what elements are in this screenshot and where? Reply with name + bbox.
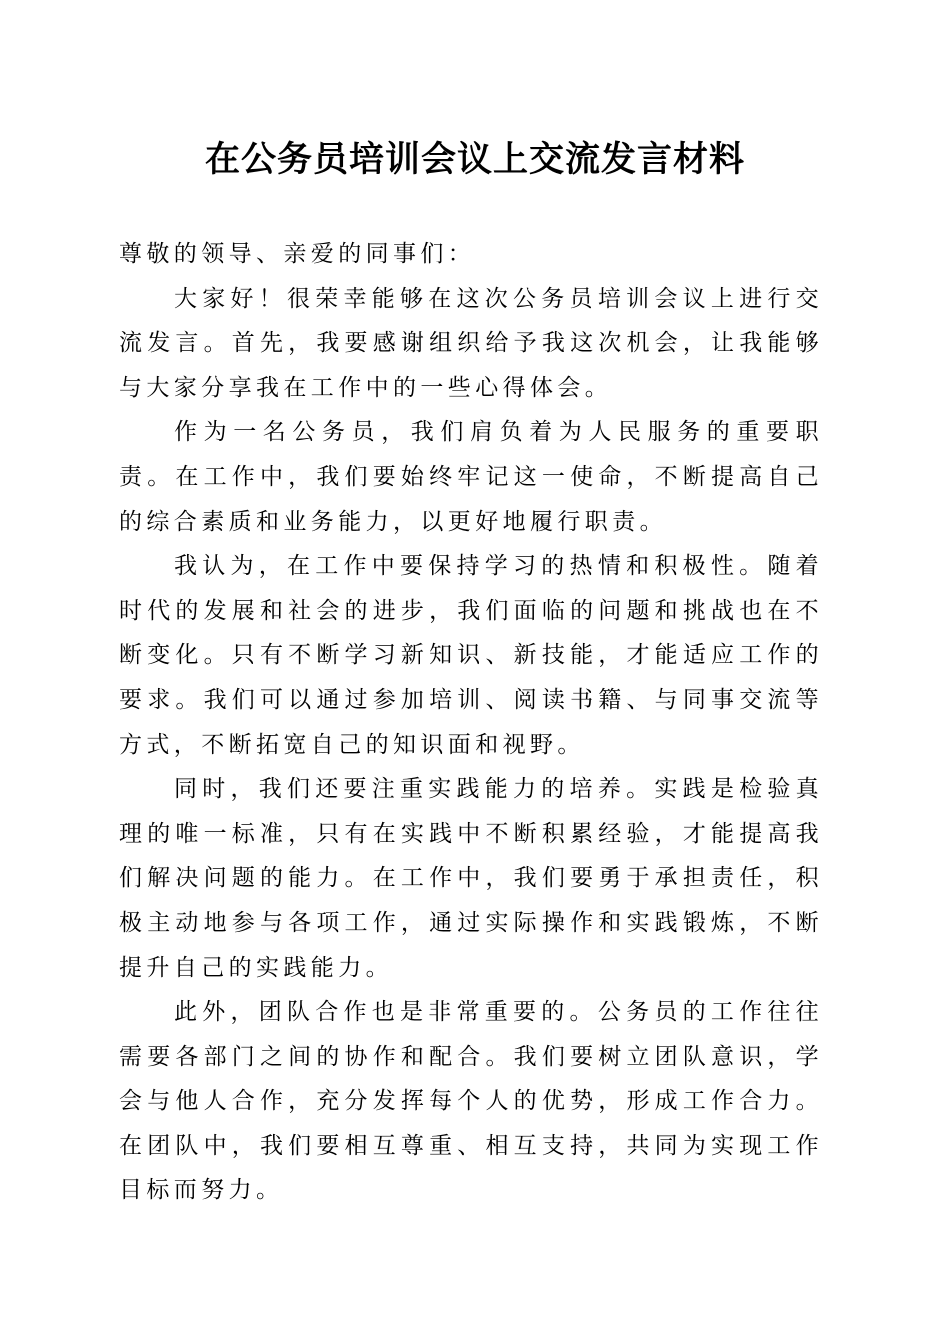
paragraph-learning: 我认为，在工作中要保持学习的热情和积极性。随着时代的发展和社会的进步，我们面临的问题和挑战也在不断变化。只有不断学习新知识、新技能，才能适应工作的要求。我们可以通过参加培训、阅读书籍、与同事交流等方式，不断拓宽自己的知识面和视野。 (119, 553, 823, 758)
document-body (119, 232, 823, 1213)
paragraph-practice: 同时，我们还要注重实践能力的培养。实践是检验真理的唯一标准，只有在实践中不断积累经验，才能提高我们解决问题的能力。在工作中，我们要勇于承担责任，积极主动地参与各项工作，通过实际操作和实践锻炼，不断提升自己的实践能力。 (119, 776, 823, 981)
paragraph-teamwork: 此外，团队合作也是非常重要的。公务员的工作往往需要各部门之间的协作和配合。我们要树立团队意识，学会与他人合作，充分发挥每个人的优势，形成工作合力。在团队中，我们要相互尊重、相互支持，共同为实现工作目标而努力。 (119, 999, 823, 1204)
salutation: 尊敬的领导、亲爱的同事们： (119, 241, 476, 267)
paragraph-opening: 大家好！很荣幸能够在这次公务员培训会议上进行交流发言。首先，我要感谢组织给予我这次机会，让我能够与大家分享我在工作中的一些心得体会。 (119, 285, 823, 401)
paragraph-duty: 作为一名公务员，我们肩负着为人民服务的重要职责。在工作中，我们要始终牢记这一使命，不断提高自己的综合素质和业务能力，以更好地履行职责。 (119, 419, 823, 535)
document-title: 在公务员培训会议上交流发言材料 (204, 139, 745, 180)
